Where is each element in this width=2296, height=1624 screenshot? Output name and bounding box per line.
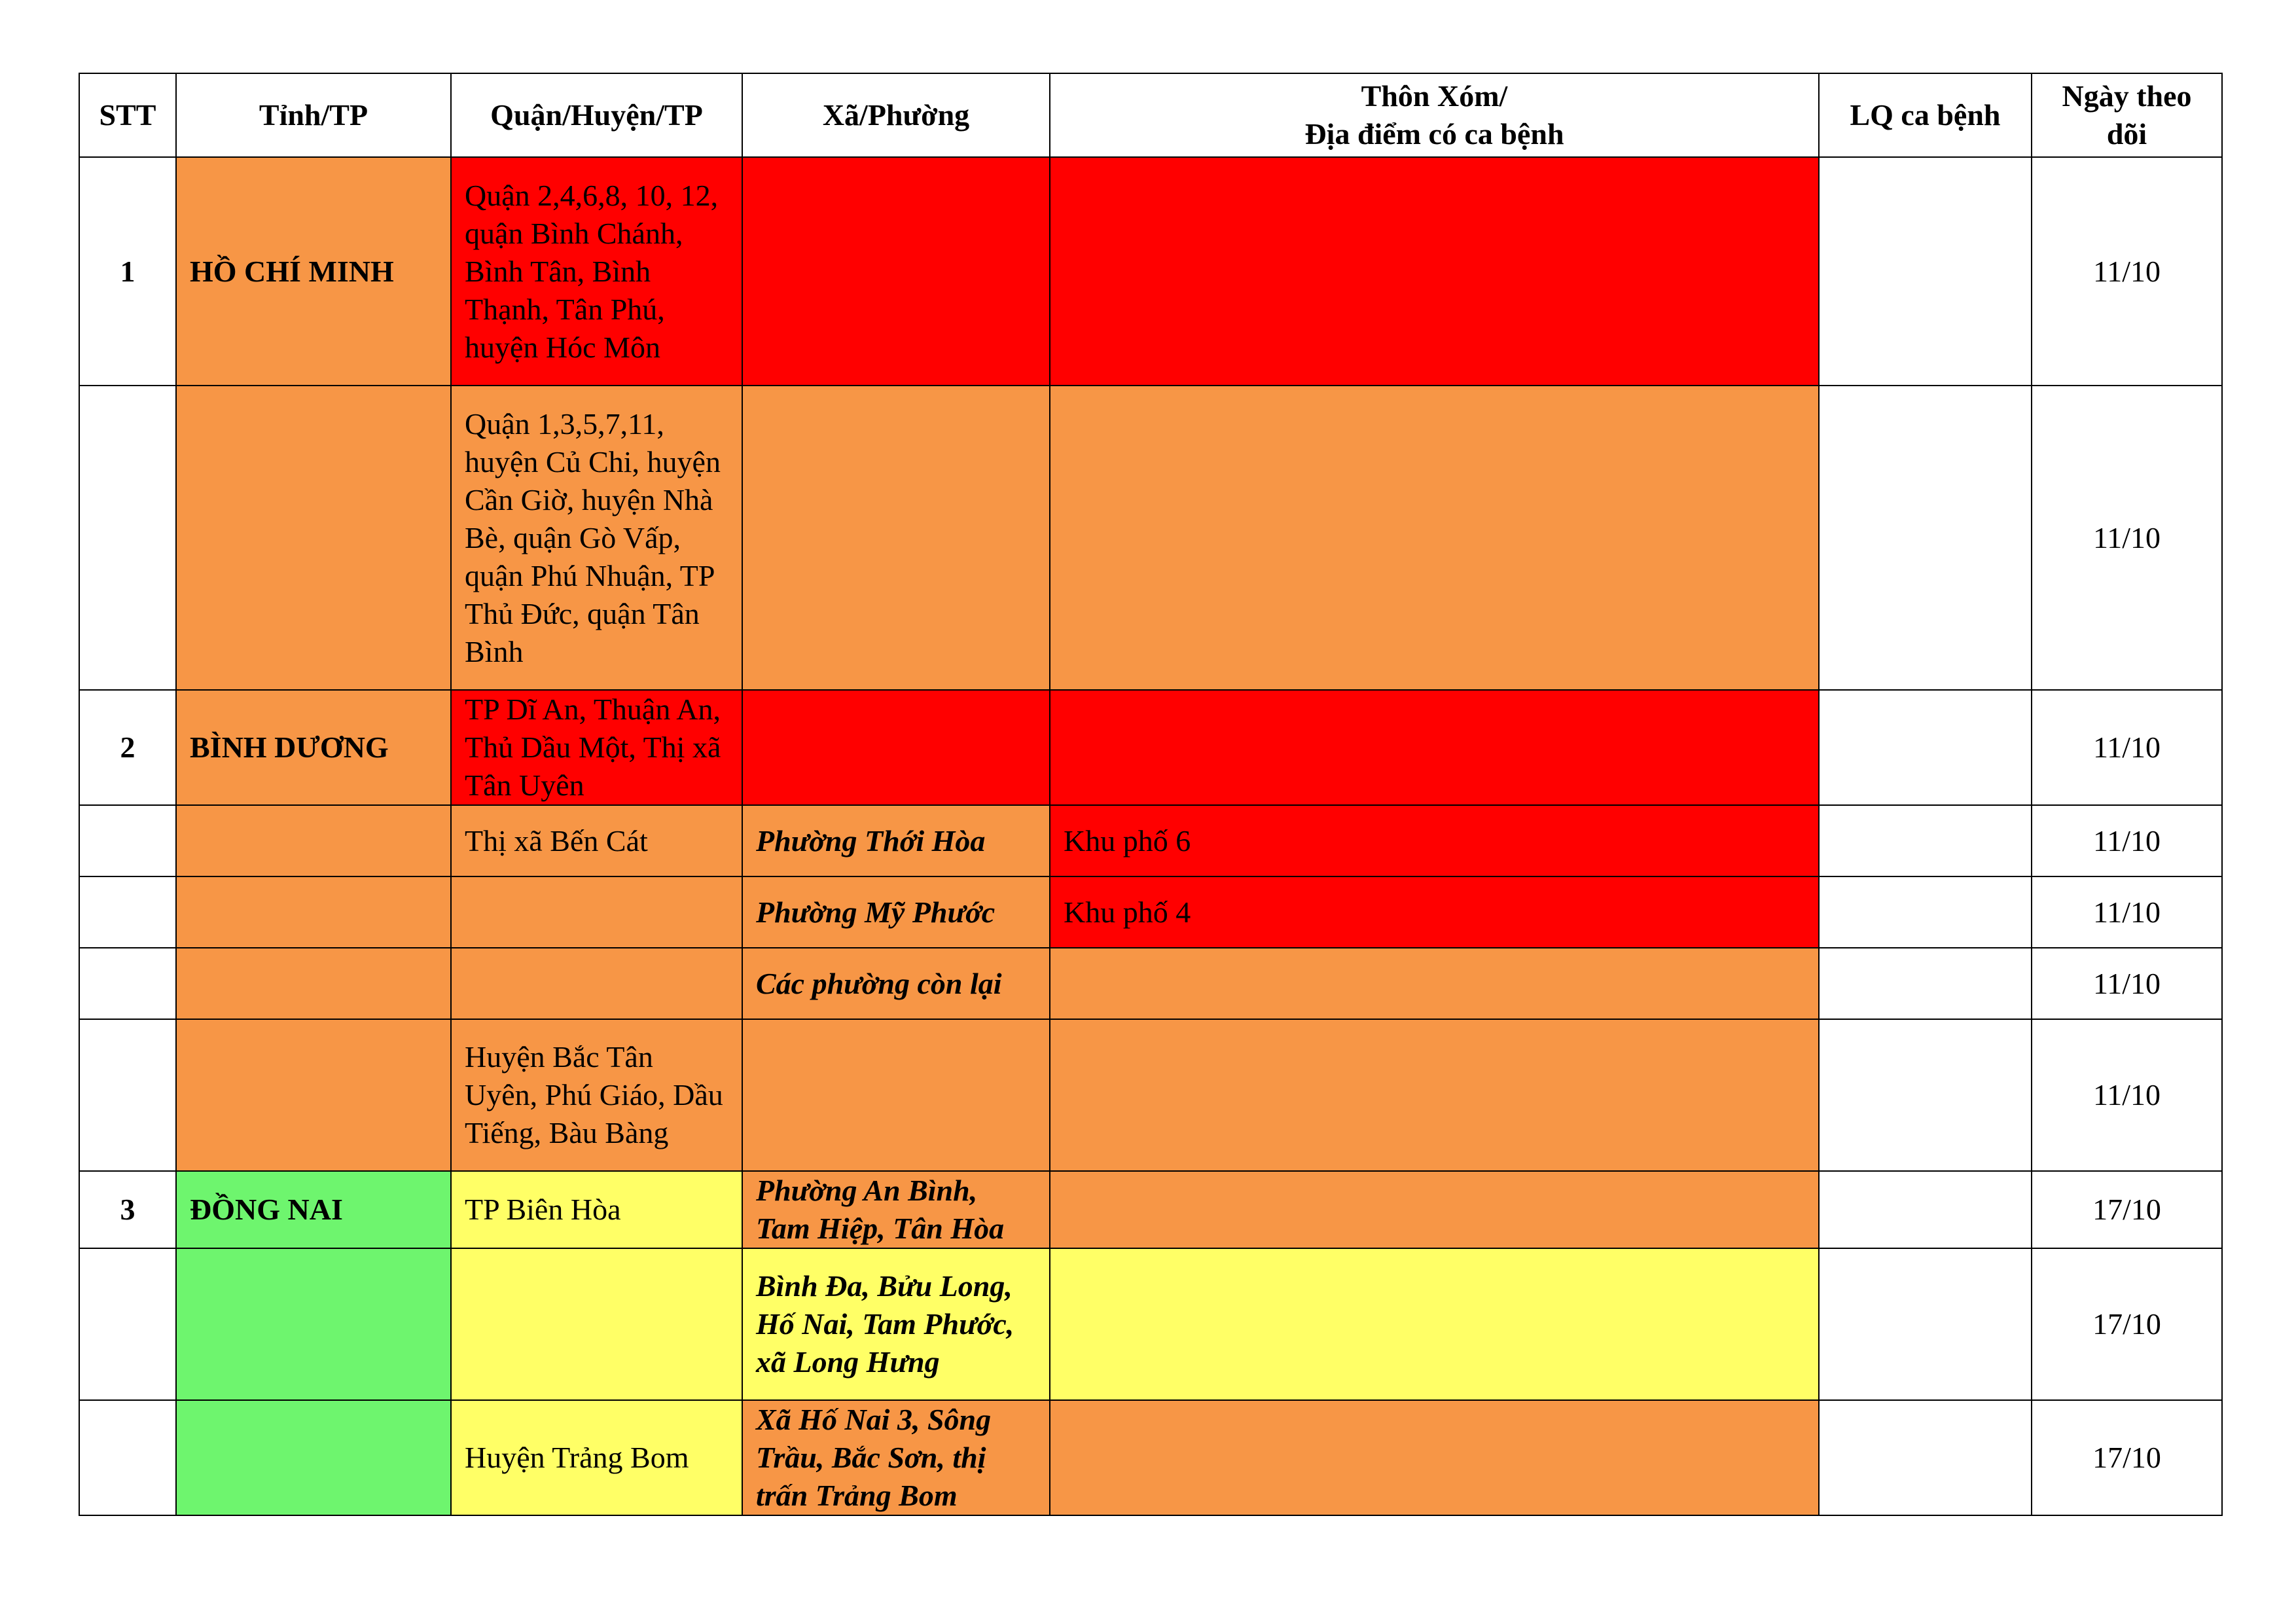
cell-district: Huyện Bắc Tân Uyên, Phú Giáo, Dầu Tiếng, Bàu Bàng (451, 1019, 742, 1171)
cell-hamlet: Khu phố 6 (1050, 805, 1819, 876)
cell-ward: Xã Hố Nai 3, Sông Trầu, Bắc Sơn, thị trấn Trảng Bom (742, 1400, 1050, 1515)
header-ward: Xã/Phường (742, 73, 1050, 157)
cell-date: 17/10 (2032, 1171, 2222, 1248)
cell-date: 17/10 (2032, 1248, 2222, 1400)
table-row (79, 1400, 2222, 1515)
cell-stt (79, 1248, 176, 1400)
table-row (79, 1171, 2222, 1248)
cell-related (1819, 948, 2032, 1019)
cell-ward: Bình Đa, Bửu Long, Hố Nai, Tam Phước, xã Long Hưng (742, 1248, 1050, 1400)
cell-date: 11/10 (2032, 876, 2222, 948)
cell-date: 17/10 (2032, 1400, 2222, 1515)
cell-district: TP Dĩ An, Thuận An, Thủ Dầu Một, Thị xã Tân Uyên (451, 690, 742, 805)
cell-date: 11/10 (2032, 690, 2222, 805)
cell-district: Huyện Trảng Bom (451, 1400, 742, 1515)
cell-hamlet (1050, 386, 1819, 690)
risk-level-table (79, 73, 2223, 1516)
cell-related (1819, 1171, 2032, 1248)
cell-ward: Phường An Bình, Tam Hiệp, Tân Hòa (742, 1171, 1050, 1248)
cell-related (1819, 690, 2032, 805)
header-province: Tỉnh/TP (176, 73, 451, 157)
header-hamlet (1050, 73, 1819, 157)
cell-ward: Phường Mỹ Phước (742, 876, 1050, 948)
cell-ward: Các phường còn lại (742, 948, 1050, 1019)
cell-hamlet (1050, 1400, 1819, 1515)
cell-stt (79, 1019, 176, 1171)
table-row (79, 1248, 2222, 1400)
cell-date: 11/10 (2032, 805, 2222, 876)
header-row (79, 73, 2222, 157)
cell-related (1819, 157, 2032, 386)
header-hamlet-line1: Thôn Xóm/ (1361, 79, 1508, 113)
header-stt: STT (79, 73, 176, 157)
cell-date: 11/10 (2032, 948, 2222, 1019)
cell-date: 11/10 (2032, 157, 2222, 386)
cell-related (1819, 1248, 2032, 1400)
cell-ward (742, 1019, 1050, 1171)
table-row (79, 386, 2222, 690)
cell-ward (742, 157, 1050, 386)
cell-hamlet (1050, 1171, 1819, 1248)
header-date-line1: Ngày theo (2062, 79, 2192, 113)
cell-province (176, 1019, 451, 1171)
table-row (79, 157, 2222, 386)
cell-province: ĐỒNG NAI (176, 1171, 451, 1248)
cell-ward (742, 386, 1050, 690)
cell-district (451, 1248, 742, 1400)
cell-district (451, 876, 742, 948)
table-row (79, 690, 2222, 805)
cell-related (1819, 805, 2032, 876)
cell-stt (79, 805, 176, 876)
table-row (79, 876, 2222, 948)
cell-province (176, 1400, 451, 1515)
cell-district (451, 948, 742, 1019)
cell-province (176, 1248, 451, 1400)
header-hamlet-line2: Địa điểm có ca bệnh (1304, 117, 1564, 151)
cell-hamlet (1050, 1248, 1819, 1400)
cell-ward: Phường Thới Hòa (742, 805, 1050, 876)
cell-stt: 1 (79, 157, 176, 386)
cell-stt (79, 948, 176, 1019)
cell-province (176, 876, 451, 948)
cell-ward (742, 690, 1050, 805)
cell-related (1819, 1400, 2032, 1515)
header-related: LQ ca bệnh (1819, 73, 2032, 157)
cell-district: Thị xã Bến Cát (451, 805, 742, 876)
cell-related (1819, 876, 2032, 948)
table-row (79, 1019, 2222, 1171)
cell-district: Quận 2,4,6,8, 10, 12, quận Bình Chánh, Bình Tân, Bình Thạnh, Tân Phú, huyện Hóc Môn (451, 157, 742, 386)
cell-province: BÌNH DƯƠNG (176, 690, 451, 805)
cell-hamlet (1050, 690, 1819, 805)
cell-stt: 2 (79, 690, 176, 805)
cell-stt (79, 386, 176, 690)
header-date-line2: dõi (2106, 117, 2147, 151)
cell-province (176, 948, 451, 1019)
cell-stt (79, 1400, 176, 1515)
cell-hamlet (1050, 1019, 1819, 1171)
cell-stt (79, 876, 176, 948)
header-date (2032, 73, 2222, 157)
cell-province (176, 805, 451, 876)
header-district: Quận/Huyện/TP (451, 73, 742, 157)
cell-district: TP Biên Hòa (451, 1171, 742, 1248)
cell-date: 11/10 (2032, 386, 2222, 690)
cell-related (1819, 1019, 2032, 1171)
cell-district: Quận 1,3,5,7,11, huyện Củ Chi, huyện Cần Giờ, huyện Nhà Bè, quận Gò Vấp, quận Phú Nhuận, TP Thủ Đức, quận Tân Bình (451, 386, 742, 690)
cell-stt: 3 (79, 1171, 176, 1248)
cell-province: HỒ CHÍ MINH (176, 157, 451, 386)
cell-hamlet (1050, 948, 1819, 1019)
cell-hamlet (1050, 157, 1819, 386)
cell-province (176, 386, 451, 690)
cell-hamlet: Khu phố 4 (1050, 876, 1819, 948)
table-row (79, 948, 2222, 1019)
cell-date: 11/10 (2032, 1019, 2222, 1171)
cell-related (1819, 386, 2032, 690)
table-row (79, 805, 2222, 876)
